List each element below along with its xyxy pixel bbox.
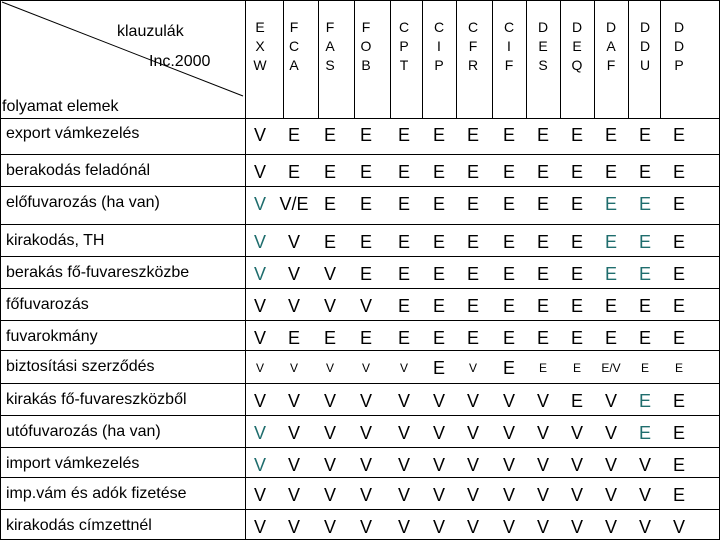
table-cell: E — [672, 232, 685, 252]
table-cell: E — [397, 264, 410, 284]
row-divider — [0, 320, 720, 321]
table-cell: V — [253, 423, 266, 443]
table-cell: V — [359, 296, 372, 316]
table-cell: V — [253, 485, 266, 505]
table-cell: E — [672, 162, 685, 182]
row-label: kirakodás, TH — [6, 232, 105, 249]
row-label: kirakás fő-fuvareszközből — [6, 391, 187, 408]
table-cell: V — [502, 391, 515, 411]
table-cell: E — [672, 455, 685, 475]
row-divider — [0, 256, 720, 257]
table-cell: V — [361, 361, 370, 375]
table-cell: V — [432, 485, 445, 505]
table-cell: V — [255, 361, 264, 375]
column-header-letter: C — [467, 19, 479, 35]
table-cell: E — [397, 162, 410, 182]
column-header-letter: D — [673, 38, 685, 54]
column-header — [243, 18, 277, 75]
table-cell: V — [253, 162, 266, 182]
column-header — [277, 18, 311, 75]
table-cell: E — [672, 391, 685, 411]
table-cell: E — [638, 162, 651, 182]
table-cell: V — [638, 485, 651, 505]
table-left-border — [0, 0, 1, 540]
table-cell: V — [466, 455, 479, 475]
row-label: berakás fő-fuvareszközbe — [6, 264, 190, 281]
table-cell: E — [570, 264, 583, 284]
column-header-letter: A — [289, 57, 299, 73]
table-cell: E — [570, 391, 583, 411]
column-header-letter: A — [325, 38, 335, 54]
column-header-letter: R — [467, 57, 479, 73]
column-header-letter: C — [398, 19, 410, 35]
table-cell: E — [572, 361, 581, 375]
table-cell: E — [570, 162, 583, 182]
table-cell: V — [536, 423, 549, 443]
column-header-letter: C — [503, 19, 515, 35]
corner-title: klauzulák — [117, 23, 184, 40]
table-cell: E — [536, 162, 549, 182]
table-cell: E — [323, 328, 336, 348]
table-cell: E — [604, 125, 617, 145]
column-header-letter: A — [606, 38, 616, 54]
table-cell: V — [323, 296, 336, 316]
table-cell: E/V — [601, 361, 621, 375]
table-cell: E — [359, 264, 372, 284]
table-cell: E — [672, 423, 685, 443]
row-label: fuvarokmány — [6, 328, 98, 345]
table-cell: E — [638, 328, 651, 348]
column-header-letter: F — [325, 19, 335, 35]
table-cell: E — [502, 296, 515, 316]
column-header — [387, 18, 421, 75]
column-header-letter: C — [288, 38, 300, 54]
table-cell: E — [672, 125, 685, 145]
column-header-letter: F — [606, 57, 616, 73]
table-cell: V — [287, 423, 300, 443]
table-cell: E — [638, 296, 651, 316]
table-cell: V — [287, 485, 300, 505]
table-cell: E — [323, 125, 336, 145]
table-cell: E — [323, 162, 336, 182]
table-cell: V — [466, 517, 479, 537]
table-cell: E — [672, 296, 685, 316]
column-header-letter: Q — [571, 57, 583, 73]
row-label: imp.vám és adók fizetése — [6, 485, 187, 502]
table-cell: E — [323, 232, 336, 252]
table-cell: V — [536, 517, 549, 537]
column-header — [349, 18, 383, 75]
table-cell: V — [399, 361, 408, 375]
table-cell: V — [468, 361, 477, 375]
table-cell: E — [359, 162, 372, 182]
table-cell: E — [432, 264, 445, 284]
table-cell: V — [253, 264, 266, 284]
column-header-letter: I — [437, 38, 441, 54]
table-cell: E — [638, 391, 651, 411]
table-cell: E — [397, 125, 410, 145]
row-label: kirakodás címzettnél — [6, 517, 152, 534]
table-cell: V — [253, 517, 266, 537]
table-cell: V — [466, 485, 479, 505]
table-cell: V — [502, 455, 515, 475]
column-header-letter: F — [289, 19, 299, 35]
table-cell: E — [570, 232, 583, 252]
column-header — [594, 18, 628, 75]
row-label: utófuvarozás (ha van) — [6, 423, 161, 440]
row-divider — [0, 186, 720, 187]
table-cell: V — [466, 423, 479, 443]
table-cell: E — [674, 361, 683, 375]
column-header-letter: P — [674, 57, 684, 73]
column-header-letter: P — [399, 38, 409, 54]
column-header-letter: B — [361, 57, 371, 73]
table-cell: E — [604, 264, 617, 284]
table-cell: V — [287, 264, 300, 284]
column-header — [662, 18, 696, 75]
table-cell: E — [359, 328, 372, 348]
table-cell: E — [502, 194, 515, 214]
table-cell: V — [672, 517, 685, 537]
row-label: főfuvarozás — [6, 296, 89, 313]
column-header-letter: D — [639, 38, 651, 54]
row-label: biztosítási szerződés — [6, 358, 155, 375]
table-cell: E — [638, 194, 651, 214]
column-header — [628, 18, 662, 75]
table-cell: E — [432, 328, 445, 348]
column-header-letter: F — [361, 19, 371, 35]
table-cell: E — [570, 296, 583, 316]
table-cell: V — [325, 361, 334, 375]
table-cell: E — [570, 328, 583, 348]
table-cell: E — [466, 264, 479, 284]
table-cell: E — [604, 194, 617, 214]
table-cell: E — [672, 485, 685, 505]
table-cell: E — [287, 125, 300, 145]
table-cell: V — [359, 517, 372, 537]
column-header — [456, 18, 490, 75]
table-cell: E — [359, 232, 372, 252]
table-cell: V — [536, 485, 549, 505]
column-header-letter: E — [572, 38, 582, 54]
table-cell: E — [672, 328, 685, 348]
column-header-letter: S — [325, 57, 335, 73]
table-cell: E — [672, 264, 685, 284]
table-cell: E — [502, 264, 515, 284]
table-cell: V — [253, 296, 266, 316]
table-cell: V — [323, 485, 336, 505]
table-cell: V — [253, 125, 266, 145]
table-cell: E — [397, 194, 410, 214]
column-header-letter: O — [360, 38, 372, 54]
table-cell: E — [536, 328, 549, 348]
table-cell: V — [432, 455, 445, 475]
table-cell: V — [359, 455, 372, 475]
table-cell: V — [253, 232, 266, 252]
table-cell: V — [466, 391, 479, 411]
row-label: berakodás feladónál — [6, 162, 151, 179]
table-cell: V — [287, 517, 300, 537]
row-divider — [0, 383, 720, 384]
table-cell: V — [604, 517, 617, 537]
table-cell: V — [323, 264, 336, 284]
table-cell: E — [397, 232, 410, 252]
table-cell: E — [536, 125, 549, 145]
table-cell: V — [638, 455, 651, 475]
table-cell: V — [502, 423, 515, 443]
table-cell: E — [397, 328, 410, 348]
row-divider — [0, 288, 720, 289]
table-cell: E — [502, 232, 515, 252]
table-cell: E — [323, 194, 336, 214]
table-cell: V — [287, 455, 300, 475]
table-cell: E — [359, 194, 372, 214]
table-cell: V — [287, 232, 300, 252]
table-cell: V — [570, 517, 583, 537]
table-cell: E — [432, 232, 445, 252]
header-bottom-border — [0, 118, 720, 119]
table-cell: V — [253, 391, 266, 411]
table-cell: V — [253, 455, 266, 475]
column-header-letter: C — [433, 19, 445, 35]
table-cell: V — [432, 391, 445, 411]
row-divider — [0, 154, 720, 155]
table-cell: V — [253, 194, 266, 214]
table-cell: E — [604, 296, 617, 316]
table-cell: V — [289, 361, 298, 375]
table-cell: E — [432, 194, 445, 214]
table-cell: V — [570, 455, 583, 475]
table-cell: E — [359, 125, 372, 145]
table-cell: E — [466, 296, 479, 316]
column-header-letter: S — [538, 57, 548, 73]
row-divider — [0, 477, 720, 478]
column-header — [560, 18, 594, 75]
column-header-letter: I — [507, 38, 511, 54]
column-header-letter: F — [468, 38, 478, 54]
corner-diagonal — [0, 0, 245, 100]
column-header-letter: D — [673, 19, 685, 35]
table-cell: E — [466, 194, 479, 214]
table-cell: E — [466, 232, 479, 252]
table-cell: V — [502, 517, 515, 537]
table-cell: E — [536, 264, 549, 284]
table-cell: V — [536, 391, 549, 411]
row-label: előfuvarozás (ha van) — [6, 194, 160, 211]
table-cell: E — [536, 232, 549, 252]
table-cell: V — [502, 485, 515, 505]
table-cell: V — [604, 485, 617, 505]
row-divider — [0, 350, 720, 351]
column-header-letter: F — [504, 57, 514, 73]
table-cell: V — [397, 423, 410, 443]
table-cell: E — [432, 125, 445, 145]
table-cell: E — [502, 162, 515, 182]
table-cell: E — [502, 328, 515, 348]
table-cell: V — [359, 485, 372, 505]
table-cell: V — [323, 455, 336, 475]
table-cell: E — [432, 296, 445, 316]
row-divider — [0, 415, 720, 416]
table-cell: V — [604, 455, 617, 475]
table-cell: V — [323, 391, 336, 411]
table-cell: V — [570, 423, 583, 443]
table-cell: E — [287, 162, 300, 182]
table-cell: V — [397, 485, 410, 505]
table-cell: E — [604, 232, 617, 252]
table-cell: E — [672, 194, 685, 214]
table-cell: V — [287, 391, 300, 411]
row-label: export vámkezelés — [6, 125, 140, 142]
column-header-letter: E — [255, 19, 265, 35]
table-cell: V — [604, 423, 617, 443]
corner-subtitle: Inc.2000 — [149, 53, 211, 70]
table-cell: V — [432, 423, 445, 443]
table-cell: E — [536, 296, 549, 316]
column-header-letter: D — [639, 19, 651, 35]
table-cell: E — [287, 328, 300, 348]
column-header — [492, 18, 526, 75]
table-cell: V — [570, 485, 583, 505]
table-cell: E — [570, 125, 583, 145]
column-header — [526, 18, 560, 75]
table-cell: E — [466, 328, 479, 348]
table-cell: E — [397, 296, 410, 316]
column-header-letter: X — [255, 38, 265, 54]
table-cell: V — [397, 517, 410, 537]
table-cell: V — [253, 328, 266, 348]
table-cell: E — [466, 162, 479, 182]
table-cell: V — [604, 391, 617, 411]
table-cell: V — [359, 423, 372, 443]
table-cell: V — [323, 517, 336, 537]
column-header-letter: T — [399, 57, 409, 73]
table-cell: E — [638, 232, 651, 252]
table-cell: E — [536, 194, 549, 214]
table-cell: E — [640, 361, 649, 375]
table-cell: V — [359, 391, 372, 411]
table-cell: V — [536, 455, 549, 475]
table-cell: E — [466, 125, 479, 145]
column-header-letter: E — [538, 38, 548, 54]
row-divider — [0, 509, 720, 510]
table-cell: E — [638, 264, 651, 284]
column-header — [313, 18, 347, 75]
column-header-letter: D — [605, 19, 617, 35]
table-cell: V/E — [279, 194, 309, 214]
table-cell: V — [397, 455, 410, 475]
table-cell: V — [287, 296, 300, 316]
table-cell: E — [432, 358, 445, 378]
column-header — [422, 18, 456, 75]
table-cell: V — [432, 517, 445, 537]
row-divider — [0, 224, 720, 225]
row-divider — [0, 447, 720, 448]
column-header-letter: P — [434, 57, 444, 73]
table-cell: E — [502, 125, 515, 145]
table-cell: E — [502, 358, 515, 378]
table-cell: E — [638, 125, 651, 145]
row-label: import vámkezelés — [6, 455, 140, 472]
table-cell: V — [397, 391, 410, 411]
table-cell: E — [604, 328, 617, 348]
table-top-border — [0, 0, 720, 1]
table-cell: E — [638, 423, 651, 443]
table-cell: V — [323, 423, 336, 443]
table-cell: E — [432, 162, 445, 182]
column-header-letter: U — [639, 57, 651, 73]
column-header-letter: W — [253, 57, 267, 73]
section-label: folyamat elemek — [2, 98, 119, 115]
column-header-letter: D — [571, 19, 583, 35]
table-cell: E — [604, 162, 617, 182]
column-header-letter: D — [537, 19, 549, 35]
table-cell: E — [570, 194, 583, 214]
table-cell: E — [538, 361, 547, 375]
table-cell: V — [638, 517, 651, 537]
